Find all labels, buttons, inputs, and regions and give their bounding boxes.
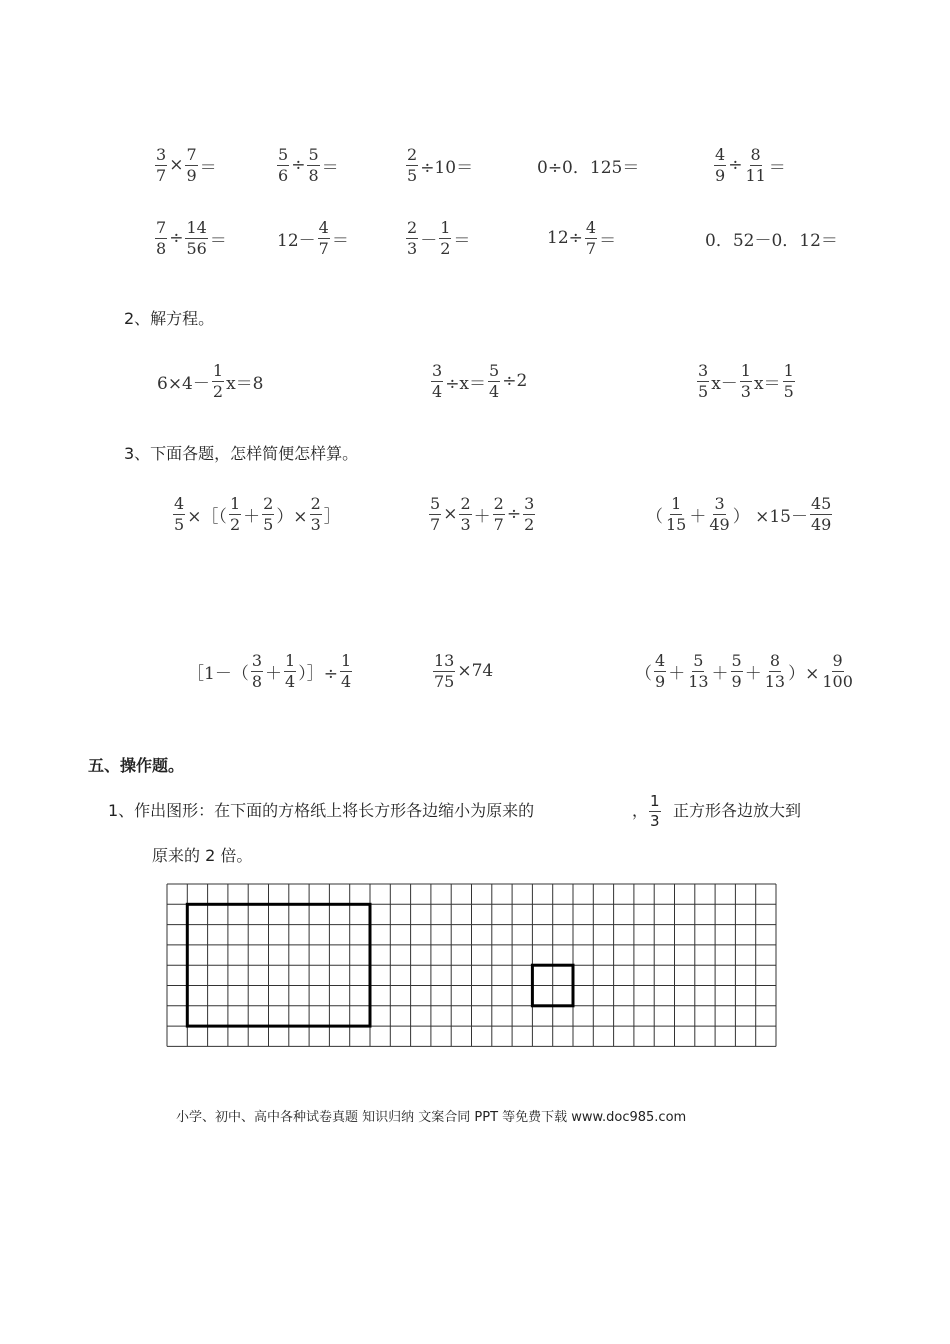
fraction [406, 217, 418, 258]
fraction [493, 493, 505, 534]
fraction [284, 650, 296, 691]
expression-text: ×74 [457, 661, 494, 681]
simplify-2-2 [432, 649, 494, 693]
section-5-title: 五、操作题。 [88, 756, 185, 775]
fraction-denominator: 100 [822, 671, 853, 691]
section-3-title: 3、下面各题，怎样简便怎样算。 [124, 444, 359, 463]
fraction [585, 217, 597, 258]
task-1-text-c: 原来的 2 倍。 [152, 846, 253, 865]
fraction-numerator: 2 [407, 217, 418, 237]
fraction [731, 650, 743, 691]
calc-2-5 [704, 216, 839, 260]
fraction-denominator: 3 [460, 514, 471, 534]
expression-text: ＝ [209, 230, 227, 251]
fraction-numerator: 1 [783, 360, 794, 380]
fraction-denominator: 13 [688, 671, 709, 691]
fraction-denominator: 49 [709, 514, 730, 534]
fraction [318, 217, 330, 258]
fraction-denominator: 8 [156, 238, 167, 258]
expression-text: ］ [323, 506, 341, 527]
fraction [433, 650, 455, 691]
fraction-denominator: 7 [585, 238, 597, 258]
expression-text: ［1－（ [187, 663, 249, 684]
expression-text: ÷x＝ [445, 373, 487, 394]
expression-text: 6×4－ [157, 373, 210, 394]
fraction-numerator: 5 [693, 650, 704, 670]
fraction-numerator: 8 [769, 650, 780, 670]
fraction-numerator: 13 [434, 650, 455, 670]
expression-text: ＝ [331, 230, 349, 251]
expression-text: ）× [788, 663, 820, 684]
task-1-text-a: 1、作出图形：在下面的方格纸上将长方形各边缩小为原来的 [108, 801, 535, 820]
fraction-denominator: 2 [212, 381, 224, 401]
fraction-numerator: 2 [460, 493, 471, 513]
fraction [740, 360, 752, 401]
fraction-numerator: 1 [285, 650, 296, 670]
fraction-denominator: 3 [740, 381, 751, 401]
fraction-denominator: 5 [783, 381, 794, 401]
fraction-denominator: 8 [308, 165, 319, 185]
fraction [523, 493, 535, 534]
fraction-denominator: 4 [432, 381, 443, 401]
fraction [431, 360, 443, 401]
fraction-denominator: 7 [430, 514, 441, 534]
expression-text: 0÷0．125＝ [537, 157, 640, 178]
fraction-denominator: 2 [229, 514, 241, 534]
fraction-denominator: 5 [263, 514, 274, 534]
calc-2-4 [546, 216, 617, 260]
fraction-denominator: 5 [407, 165, 418, 185]
expression-text: － [420, 230, 438, 251]
fraction [744, 144, 766, 185]
fraction-denominator: 9 [715, 165, 726, 185]
fraction-denominator: 13 [764, 671, 786, 691]
fraction-denominator: 6 [278, 165, 289, 185]
fraction [654, 650, 666, 691]
fraction-denominator: 5 [174, 514, 185, 534]
fraction [307, 144, 319, 185]
fraction-denominator: 5 [698, 381, 709, 401]
expression-text: x－ [711, 373, 738, 394]
expression-text: 0．52－0．12＝ [705, 230, 838, 251]
fraction-denominator: 75 [434, 671, 455, 691]
simplify-1-1 [172, 492, 342, 536]
fraction [155, 217, 167, 258]
fraction-numerator: 4 [715, 144, 726, 164]
fraction-numerator: 5 [489, 360, 500, 380]
fraction-denominator: 9 [655, 671, 666, 691]
fraction [708, 493, 730, 534]
fraction-denominator: 4 [285, 671, 296, 691]
fraction-denominator: 7 [318, 238, 329, 258]
fraction-numerator: 3 [251, 650, 263, 670]
fraction-numerator: 3 [156, 144, 167, 164]
fraction [697, 360, 709, 401]
fraction-numerator: 1 [229, 493, 241, 513]
fraction-numerator: 14 [186, 217, 207, 237]
fraction-denominator: 8 [251, 671, 263, 691]
task-1-fraction [648, 794, 662, 829]
fraction [251, 650, 263, 691]
fraction-denominator: 3 [310, 514, 321, 534]
fraction [783, 360, 795, 401]
fraction [155, 144, 167, 185]
expression-text: ＋ [711, 663, 729, 684]
calc-2-3 [405, 216, 471, 260]
expression-text: ×［（ [187, 506, 227, 527]
fraction-numerator: 1 [671, 493, 682, 513]
expression-text: ＋ [668, 663, 686, 684]
task-1-fraction-numerator: 1 [650, 792, 660, 810]
fraction-numerator: 1 [212, 360, 224, 380]
fraction-numerator: 8 [750, 144, 761, 164]
fraction [429, 493, 441, 534]
fraction [185, 144, 197, 185]
expression-text: ＝ [599, 230, 617, 251]
fraction [229, 493, 241, 534]
fraction [488, 360, 500, 401]
fraction [310, 493, 322, 534]
fraction-denominator: 2 [524, 514, 535, 534]
calc-1-5 [713, 143, 787, 187]
grid-paper [166, 883, 780, 1050]
fraction [810, 493, 832, 534]
fraction-denominator: 2 [440, 238, 451, 258]
expression-text: （ [635, 663, 652, 684]
equation-1 [156, 359, 264, 403]
fraction-numerator: 3 [432, 360, 443, 380]
expression-text: ＝ [453, 230, 471, 251]
expression-text: ÷ [728, 155, 743, 175]
fraction-numerator: 5 [278, 144, 289, 164]
expression-text: ÷ [291, 155, 306, 175]
expression-text: ÷10＝ [420, 157, 474, 178]
fraction-numerator: 3 [698, 360, 709, 380]
expression-text: ＋ [243, 506, 261, 527]
fraction-numerator: 4 [655, 650, 666, 670]
fraction-denominator: 4 [340, 671, 352, 691]
expression-text: ÷2 [502, 371, 528, 391]
task-1-text-b: 正方形各边放大到 [673, 801, 802, 820]
fraction [212, 360, 224, 401]
fraction [439, 217, 451, 258]
expression-text: × [443, 504, 458, 524]
fraction-numerator: 4 [174, 493, 185, 513]
fraction [821, 650, 854, 691]
fraction [665, 493, 687, 534]
fraction-numerator: 4 [318, 217, 329, 237]
fraction-numerator: 3 [524, 493, 535, 513]
expression-text: ） ×15－ [732, 506, 808, 527]
fraction-denominator: 3 [407, 238, 418, 258]
expression-text: ＝ [768, 157, 786, 178]
fraction-numerator: 2 [493, 493, 504, 513]
expression-text: ＋ [473, 506, 491, 527]
fraction-numerator: 1 [440, 217, 451, 237]
fraction-denominator: 15 [666, 514, 687, 534]
expression-text: 12－ [277, 230, 316, 251]
fraction-numerator: 5 [308, 144, 319, 164]
calc-1-2 [276, 143, 340, 187]
fraction-numerator: 45 [811, 493, 832, 513]
fraction [173, 493, 185, 534]
expression-text: ＋ [744, 663, 762, 684]
expression-text: ）× [276, 506, 308, 527]
fraction-numerator: 2 [310, 493, 321, 513]
section-2-title: 2、解方程。 [124, 309, 215, 328]
fraction [262, 493, 274, 534]
task-1-fraction-denominator: 3 [650, 812, 660, 830]
expression-text: ＋ [265, 663, 283, 684]
fraction-numerator: 5 [731, 650, 742, 670]
simplify-1-2 [428, 492, 536, 536]
equation-2 [430, 359, 528, 403]
fraction-numerator: 4 [585, 217, 597, 237]
fraction-numerator: 1 [340, 650, 352, 670]
simplify-2-3 [634, 649, 855, 693]
fraction-denominator: 49 [811, 514, 832, 534]
fraction-denominator: 56 [186, 238, 207, 258]
fraction [687, 650, 709, 691]
expression-text: ）］÷ [298, 663, 338, 684]
fraction-numerator: 2 [407, 144, 418, 164]
fraction-denominator: 7 [156, 165, 167, 185]
calc-1-4 [536, 143, 640, 187]
expression-text: （ [646, 506, 663, 527]
footer-text: 小学、初中、高中各种试卷真题 知识归纳 文案合同 PPT 等免费下载 www.doc985.com [176, 1110, 687, 1125]
expression-text: ÷ [506, 504, 522, 524]
fraction-denominator: 7 [493, 514, 504, 534]
fraction-numerator: 3 [714, 493, 725, 513]
fraction-denominator: 9 [731, 671, 742, 691]
fraction [340, 650, 352, 691]
fraction-numerator: 7 [156, 217, 167, 237]
fraction-numerator: 5 [430, 493, 441, 513]
fraction [459, 493, 471, 534]
task-1-text [108, 798, 534, 821]
calc-2-1 [154, 216, 228, 260]
fraction [406, 144, 418, 185]
task-1-comma: ， [632, 801, 649, 820]
fraction-denominator: 11 [745, 165, 766, 185]
simplify-2-1 [186, 649, 353, 693]
expression-text: ＝ [199, 157, 217, 178]
expression-text: x＝8 [226, 373, 264, 394]
fraction-numerator: 1 [740, 360, 751, 380]
expression-text: ＋ [689, 506, 707, 527]
equation-3 [696, 359, 796, 403]
calc-1-1 [154, 143, 218, 187]
expression-text: ÷ [169, 228, 184, 248]
calc-1-3 [405, 143, 474, 187]
calc-2-2 [276, 216, 350, 260]
expression-text: x＝ [753, 373, 781, 394]
fraction-numerator: 2 [263, 493, 274, 513]
simplify-1-3 [645, 492, 833, 536]
fraction-numerator: 7 [186, 144, 197, 164]
fraction-numerator: 9 [832, 650, 843, 670]
fraction [714, 144, 726, 185]
expression-text: 12÷ [547, 228, 583, 248]
fraction [764, 650, 786, 691]
fraction-denominator: 4 [489, 381, 500, 401]
fraction-denominator: 9 [186, 165, 197, 185]
fraction [185, 217, 207, 258]
fraction [277, 144, 289, 185]
expression-text: ＝ [321, 157, 339, 178]
expression-text: × [169, 155, 184, 175]
